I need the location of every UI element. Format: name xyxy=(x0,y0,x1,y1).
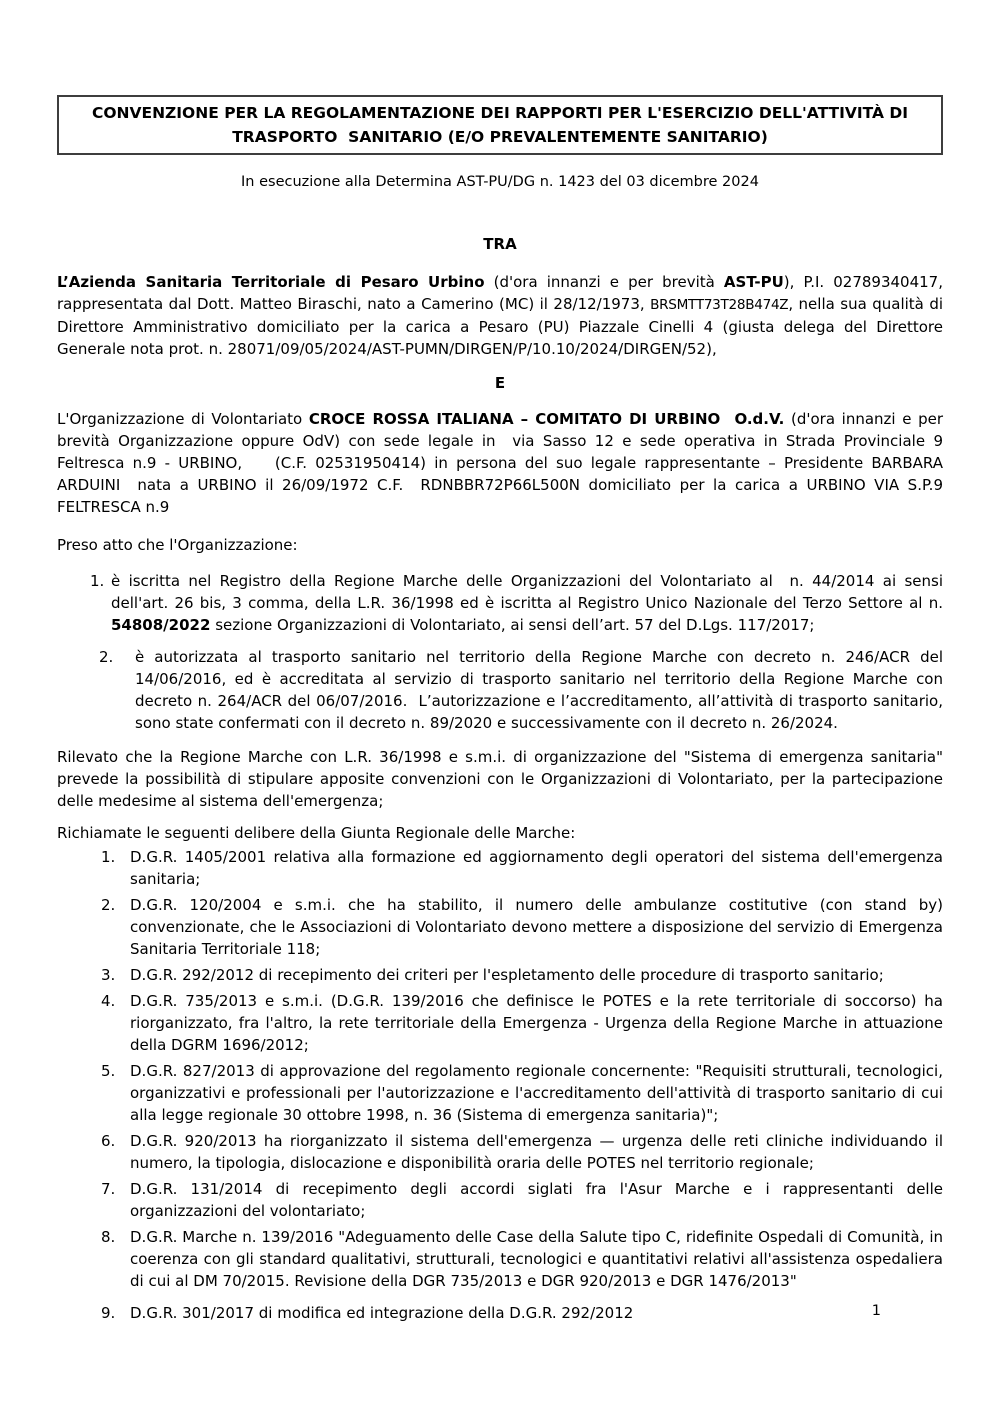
party-ast-pu-paragraph xyxy=(57,271,943,360)
list-number: 5. xyxy=(101,1062,116,1080)
delibere-item-5 xyxy=(57,1060,943,1126)
party1-abbreviation: AST-PU xyxy=(723,273,784,291)
delibere-item-6 xyxy=(57,1130,943,1174)
list-number: 2. xyxy=(101,896,116,914)
preso-atto-item-2 xyxy=(57,646,943,734)
page-number: 1 xyxy=(871,1303,881,1319)
section-heading-tra: TRA xyxy=(483,235,517,253)
list-number: 1. xyxy=(90,572,105,590)
item1-text-pre: è iscritta nel Registro della Regione Marche delle Organizzazioni del Volontariato al n. 44/2014 ai sensi dell'art. 26 bis, 3 comma, della L.R. 36/1998 ed è iscritta al Registro Unico Nazionale del Terzo Settore al n. xyxy=(111,572,943,612)
item1-registry-number: 54808/2022 xyxy=(111,616,211,634)
item1-text-post: sezione Organizzazioni di Volontariato, ai sensi dell’art. 57 del D.Lgs. 117/2017; xyxy=(210,616,815,634)
delibere-item-1 xyxy=(57,846,943,890)
document-content xyxy=(57,0,943,1414)
party-odv-paragraph xyxy=(57,408,943,518)
delibere-list xyxy=(57,846,943,1324)
rilevato-paragraph: Rilevato che la Regione Marche con L.R. 36/1998 e s.m.i. di organizzazione del "Sistema di emergenza sanitaria" prevede la possibilità di stipulare apposite convenzioni con le Organizzazioni di Volontariato, per la partecipazione delle medesime al sistema dell'emergenza; xyxy=(57,748,943,810)
list-number: 8. xyxy=(101,1228,116,1246)
document-title: CONVENZIONE PER LA REGOLAMENTAZIONE DEI RAPPORTI PER L'ESERCIZIO DELL'ATTIVITÀ DI TRASPORTO SANITARIO (E/O PREVALENTEMENTE SANITARIO) xyxy=(91,104,909,146)
delibere-item-text: D.G.R. 120/2004 e s.m.i. che ha stabilito, il numero delle ambulanze costitutive (con stand by) convenzionate, che le Associazioni di Volontariato devono mettere a disposizione del servizio di Emergenza Sanitaria Territoriale 118; xyxy=(130,896,943,958)
party2-text-1: L'Organizzazione di Volontariato xyxy=(57,410,309,428)
delibere-item-8 xyxy=(57,1226,943,1292)
delibere-item-text: D.G.R. 301/2017 di modifica ed integrazione della D.G.R. 292/2012 xyxy=(130,1304,634,1322)
document-title-box xyxy=(57,95,943,155)
delibere-item-text: D.G.R. 920/2013 ha riorganizzato il sistema dell'emergenza — urgenza delle reti cliniche individuando il numero, la tipologia, dislocazione e disponibilità oraria delle POTES nel territorio regionale; xyxy=(130,1132,943,1172)
delibere-item-text: D.G.R. Marche n. 139/2016 "Adeguamento delle Case della Salute tipo C, ridefinite Ospedali di Comunità, in coerenza con gli standard qualitativi, strutturali, tecnologici e quantitativi relativi all'assistenza ospedaliera di cui al DM 70/2015. Revisione della DGR 735/2013 e DGR 920/2013 e DGR 1476/2013" xyxy=(130,1228,943,1290)
delibere-item-3 xyxy=(57,964,943,986)
list-number: 1. xyxy=(101,848,116,866)
list-number: 3. xyxy=(101,966,116,984)
party2-name: CROCE ROSSA ITALIANA – COMITATO DI URBINO O.d.V. xyxy=(308,410,785,428)
richiamate-intro: Richiamate le seguenti delibere della Giunta Regionale delle Marche: xyxy=(57,824,576,842)
preso-atto-list xyxy=(57,570,943,734)
list-number: 6. xyxy=(101,1132,116,1150)
delibere-item-7 xyxy=(57,1178,943,1222)
delibere-item-text: D.G.R. 735/2013 e s.m.i. (D.G.R. 139/2016 che definisce le POTES e la rete territoriale di soccorso) ha riorganizzato, fra l'altro, la rete territoriale della Emergenza - Urgenza della Regione Marche in attuazione della DGRM 1696/2012; xyxy=(130,992,943,1054)
delibere-item-text: D.G.R. 292/2012 di recepimento dei criteri per l'espletamento delle procedure di trasporto sanitario; xyxy=(130,966,884,984)
delibere-item-text: D.G.R. 827/2013 di approvazione del regolamento regionale concernente: "Requisiti strutturali, tecnologici, organizzativi e professionali per l'autorizzazione e l'accreditamento dell'attività di trasporto sanitario di cui alla legge regionale 30 ottobre 1998, n. 36 (Sistema di emergenza sanitaria)"; xyxy=(130,1062,943,1124)
list-number: 9. xyxy=(101,1304,116,1322)
delibere-item-text: D.G.R. 1405/2001 relativa alla formazione ed aggiornamento degli operatori del sistema dell'emergenza sanitaria; xyxy=(130,848,943,888)
party1-fiscal-code: BRSMTT73T28B474Z xyxy=(650,297,789,313)
preso-atto-intro: Preso atto che l'Organizzazione: xyxy=(57,536,298,554)
delibere-item-text: D.G.R. 131/2014 di recepimento degli accordi siglati fra l'Asur Marche e i rappresentanti delle organizzazioni del volontariato; xyxy=(130,1180,943,1220)
list-number: 4. xyxy=(101,992,116,1010)
party1-text-2: ), P.I. 02789340417, rappresentata dal Dott. Matteo Biraschi, nato a Camerino (MC) il 28/12/1973, xyxy=(57,273,943,313)
item2-text: è autorizzata al trasporto sanitario nel territorio della Regione Marche con decreto n. 246/ACR del 14/06/2016, ed è accreditata al servizio di trasporto sanitario nel territorio della Regione Marche con decreto n. 264/ACR del 06/07/2016. L’autorizzazione e l’accreditamento, all’attività di trasporto sanitario, sono state confermati con il decreto n. 89/2020 e successivamente con il decreto n. 26/2024. xyxy=(135,648,943,732)
delibere-item-2 xyxy=(57,894,943,960)
section-heading-e: E xyxy=(494,374,506,392)
delibere-item-4 xyxy=(57,990,943,1056)
execution-note: In esecuzione alla Determina AST-PU/DG n. 1423 del 03 dicembre 2024 xyxy=(241,174,759,190)
party1-text-3: , nella sua qualità di Direttore Amministrativo domiciliato per la carica a Pesaro (PU) Piazzale Cinelli 4 (giusta delega del Direttore Generale nota prot. n. 28071/09/05/2024/AST-PUMN/DIRGEN/P/10.10/2024/DIRGEN/52), xyxy=(57,295,944,358)
preso-atto-item-1 xyxy=(57,570,943,636)
delibere-item-9 xyxy=(57,1302,943,1324)
party2-text-2: (d'ora innanzi e per brevità Organizzazione oppure OdV) con sede legale in via Sasso 12 e sede operativa in Strada Provinciale 9 Feltresca n.9 - URBINO, (C.F. 02531950414) in persona del suo legale rappresentante – Presidente BARBARA ARDUINI nata a URBINO il 26/09/1972 C.F. RDNBBR72P66L500N domiciliato per la carica a URBINO VIA S.P.9 FELTRESCA n.9 xyxy=(57,410,943,516)
list-number: 2. xyxy=(99,648,114,666)
party1-name: L’Azienda Sanitaria Territoriale di Pesaro Urbino xyxy=(57,273,485,291)
party1-text-1: (d'ora innanzi e per brevità xyxy=(484,273,724,291)
list-number: 7. xyxy=(101,1180,116,1198)
